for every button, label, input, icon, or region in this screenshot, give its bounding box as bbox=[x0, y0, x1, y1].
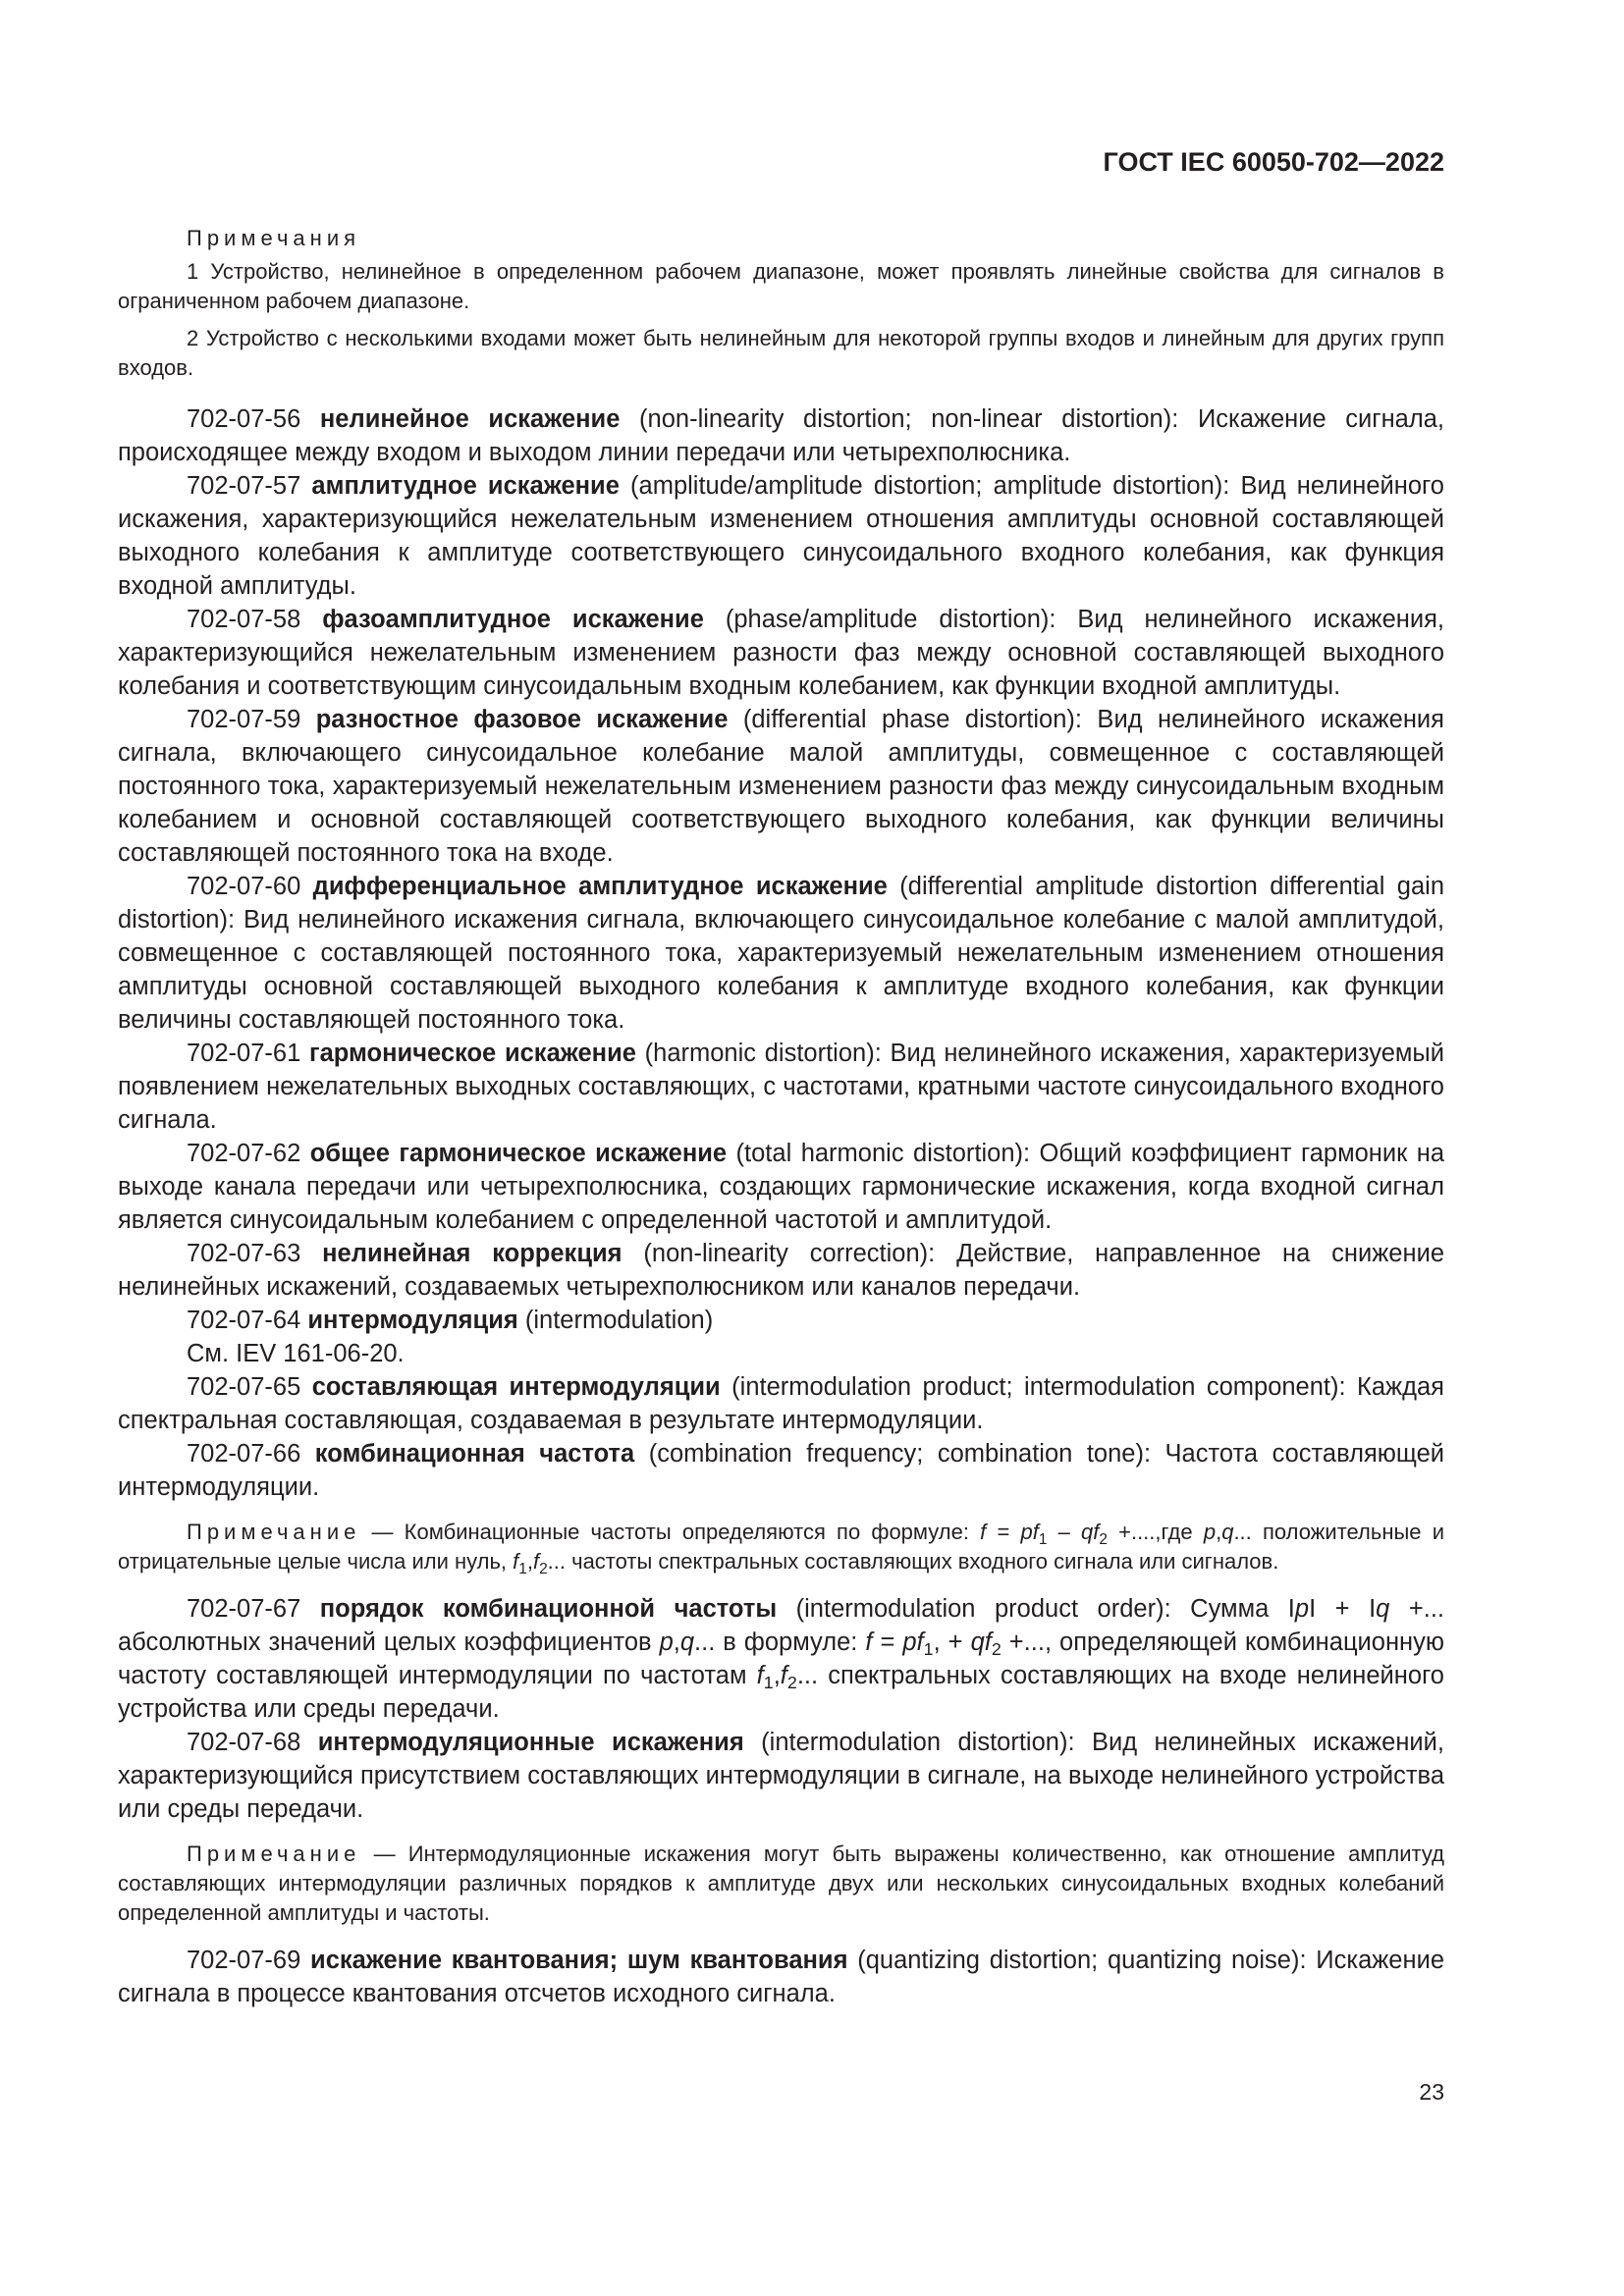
term-desc: (quantizing distortion; quantizing noise): Искажение сигнала в процессе квантования отсчетов исходного сигнала. bbox=[118, 1947, 1444, 2007]
term-desc: (differential amplitude distortion differential gain distortion): Вид нелинейного искажения сигнала, включающего синусоидальное колебание с малой амплитудой, совмещенное с составляющей постоянного тока, характеризуемый нежелательным изменением отношения амплитуды основной составляющей выходного колебания к амплитуде входного колебания, как функции величины составляющей постоянного тока. bbox=[118, 873, 1444, 1034]
term-desc: ... спектральных составляющих на входе нелинейного устройства или среды передачи. bbox=[118, 1662, 1444, 1723]
note-2: 2 Устройство с несколькими входами может быть нелинейным для некоторой группы входов и линейным для других групп входов. bbox=[118, 326, 1444, 380]
term-code: 702-07-62 bbox=[187, 1140, 301, 1167]
term-desc: (intermodulation product; intermodulation component): Каждая спектральная составляющая, создаваемая в результате интермодуляции. bbox=[118, 1373, 1444, 1434]
term-name: комбинационная частота bbox=[314, 1440, 635, 1468]
term-desc: (non-linearity correction): Действие, направленное на снижение нелинейных искажений, создаваемых четырехполюсником или каналов передачи. bbox=[118, 1240, 1444, 1301]
note-combination-frequency: Примечание — Комбинационные частоты определяются по формуле: $f = pf_1 - qf_2 +....,где$ p,q... положительные и отрицательные целые числа или нуль, $f_1,f_2$... частоты спектральных составляющих входного сигнала или сигналов. bbox=[118, 1520, 1444, 1577]
term-entry-63 bbox=[118, 1237, 1444, 1304]
term-code: 702-07-64 bbox=[187, 1307, 301, 1334]
note-intermodulation-distortion bbox=[118, 1840, 1444, 1928]
page-content bbox=[118, 226, 1444, 2010]
term-desc: (intermodulation product order): Сумма I bbox=[777, 1595, 1295, 1623]
term-entry-58 bbox=[118, 603, 1444, 703]
term-desc: (differential phase distortion): Вид нелинейного искажения сигнала, включающего синусоидальное колебание малой амплитуды, совмещенное с составляющей постоянного тока, характеризуемый нежелательным изменением разности фаз между синусоидальным входным колебанием и основной составляющей соответствующего выходного колебания, как функции величины составляющей постоянного тока на входе. bbox=[118, 706, 1444, 867]
term-entry-66 bbox=[118, 1437, 1444, 1504]
term-code: 702-07-58 bbox=[187, 606, 301, 633]
note-1: 1 Устройство, нелинейное в определенном рабочем диапазоне, может проявлять линейные свойства для сигналов в ограниченном рабочем диапазоне. bbox=[118, 259, 1444, 313]
notes-block bbox=[118, 226, 1444, 383]
term-name: интермодуляция bbox=[307, 1307, 518, 1334]
notes-label: Примечания bbox=[187, 226, 361, 250]
term-entry-69 bbox=[118, 1944, 1444, 2010]
term-desc: I + I bbox=[1309, 1595, 1377, 1623]
note-text: — Комбинационные частоты определяются по формуле: bbox=[360, 1520, 981, 1544]
document-header: ГОСТ IEC 60050-702—2022 bbox=[1103, 147, 1444, 177]
note-text: — Интермодуляционные искажения могут быть выражены количественно, как отношение амплитуд составляющих интермодуляции различных порядков к амплитуде двух или нескольких синусоидальных входных колебаний определенной амплитуды и частоты. bbox=[118, 1842, 1444, 1925]
term-entry-60 bbox=[118, 870, 1444, 1037]
term-name: нелинейное искажение bbox=[319, 405, 621, 433]
term-code: 702-07-69 bbox=[187, 1947, 301, 1974]
term-desc: (non-linearity distortion; non-linear distortion): Искажение сигнала, происходящее между входом и выходом линии передачи или четырехполюсника. bbox=[118, 405, 1445, 466]
term-name: дифференциальное амплитудное искажение bbox=[312, 873, 888, 900]
term-desc: +... абсолютных значений целых коэффициентов bbox=[118, 1595, 1444, 1656]
term-name: гармоническое искажение bbox=[308, 1040, 636, 1067]
term-code: 702-07-59 bbox=[187, 706, 301, 733]
term-desc: (harmonic distortion): Вид нелинейного искажения, характеризуемый появлением нежелательных выходных составляющих, с частотами, кратными частоте синусоидального входного сигнала. bbox=[118, 1040, 1444, 1134]
term-name: разностное фазовое искажение bbox=[315, 706, 729, 733]
note-label: Примечание bbox=[187, 1520, 361, 1544]
term-desc: , определяющей комбинационную частоту составляющей интермодуляции по частотам bbox=[118, 1629, 1445, 1689]
term-desc: (amplitude/amplitude distortion; amplitude distortion): Вид нелинейного искажения, характеризующийся нежелательным изменением отношения амплитуды основной составляющей выходного колебания к амплитуде соответствующего синусоидального входного колебания, как функция входной амплитуды. bbox=[118, 472, 1444, 600]
term-name: составляющая интермодуляции bbox=[311, 1373, 721, 1401]
term-code: 702-07-57 bbox=[187, 472, 301, 500]
note-label: Примечание bbox=[187, 1842, 361, 1866]
term-entry-62 bbox=[118, 1137, 1444, 1237]
term-desc: (phase/amplitude distortion): Вид нелинейного искажения, характеризующийся нежелательным изменением разности фаз между основной составляющей выходного колебания и соответствующим синусоидальным входным колебанием, как функции входной амплитуды. bbox=[118, 606, 1445, 700]
term-entry-65 bbox=[118, 1370, 1444, 1437]
term-name: общее гармоническое искажение bbox=[309, 1140, 728, 1167]
term-entry-59 bbox=[118, 703, 1444, 870]
term-entry-61 bbox=[118, 1037, 1444, 1137]
term-code: 702-07-68 bbox=[187, 1729, 301, 1756]
term-name: фазоамплитудное искажение bbox=[322, 606, 704, 633]
term-name: порядок комбинационной частоты bbox=[319, 1595, 778, 1623]
term-entry-67: 702-07-67 порядок комбинационной частоты (intermodulation product order): Сумма IpI + Iq +... абсолютных значений целых коэффициентов p,q... в формуле: $f = pf_1$, + $qf_2$ +..., определяющей комбинационную частоту составляющей интермодуляции по частотам $f_1,f_2$... спектральных составляющих на входе нелинейного устройства или среды передачи. bbox=[118, 1595, 1445, 1723]
term-code: 702-07-67 bbox=[187, 1595, 301, 1623]
term-code: 702-07-56 bbox=[187, 405, 301, 433]
term-code: 702-07-65 bbox=[187, 1373, 301, 1401]
term-entry-68 bbox=[118, 1726, 1444, 1826]
note-text: ... частоты спектральных составляющих входного сигнала или сигналов. bbox=[547, 1549, 1279, 1574]
term-desc: ... в формуле: bbox=[694, 1629, 866, 1656]
term-entry-57 bbox=[118, 469, 1444, 603]
term-desc: (intermodulation) bbox=[517, 1307, 714, 1334]
term-desc: (combination frequency; combination tone): Частота составляющей интермодуляции. bbox=[118, 1440, 1445, 1501]
term-desc: (total harmonic distortion): Общий коэффициент гармоник на выходе канала передачи или четырехполюсника, создающих гармонические искажения, когда входной сигнал является синусоидальным колебанием с определенной частотой и амплитудой. bbox=[118, 1140, 1445, 1234]
term-code: 702-07-66 bbox=[187, 1440, 301, 1468]
page-number: 23 bbox=[1419, 2079, 1444, 2105]
note-text: ... положительные и отрицательные целые числа или нуль, bbox=[118, 1520, 1444, 1574]
term-desc: (intermodulation distortion): Вид нелинейных искажений, характеризующийся присутствием составляющих интермодуляции в сигнале, на выходе нелинейного устройства или среды передачи. bbox=[118, 1729, 1444, 1823]
term-name: интермодуляционные искажения bbox=[317, 1729, 744, 1756]
note-text: ,где bbox=[1155, 1520, 1204, 1544]
term-entry-56 bbox=[118, 402, 1444, 469]
term-entry-64 bbox=[118, 1304, 1444, 1337]
term-code: 702-07-61 bbox=[187, 1040, 301, 1067]
term-name: амплитудное искажение bbox=[311, 472, 620, 500]
term-code: 702-07-60 bbox=[187, 873, 301, 900]
term-name: нелинейная коррекция bbox=[322, 1240, 623, 1267]
term-name: искажение квантования; шум квантования bbox=[310, 1947, 848, 1974]
see-reference: См. IEV 161-06-20. bbox=[187, 1340, 405, 1367]
term-code: 702-07-63 bbox=[187, 1240, 301, 1267]
